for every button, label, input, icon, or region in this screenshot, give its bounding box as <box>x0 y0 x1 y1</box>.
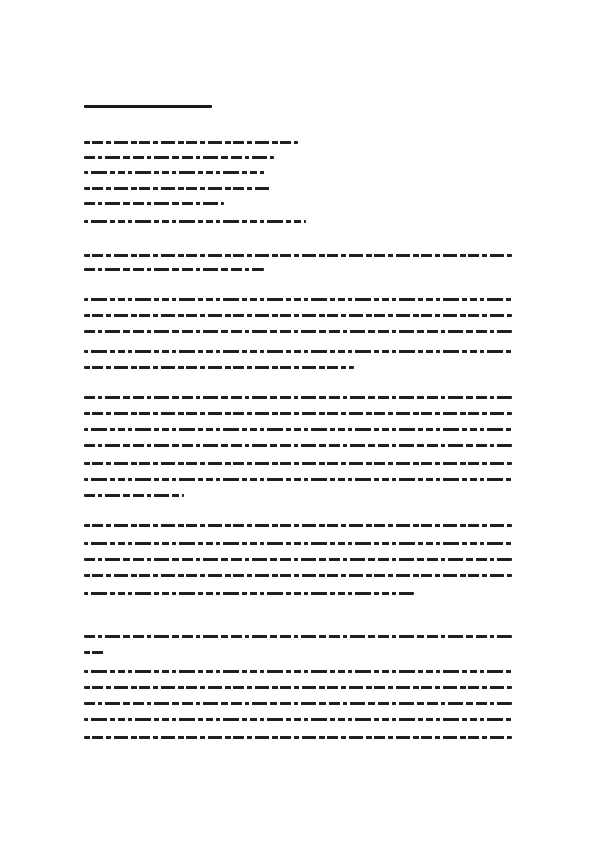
toc-item <box>84 220 306 223</box>
document-title <box>84 102 212 110</box>
toc-item <box>84 187 270 190</box>
toc-item <box>84 202 224 205</box>
toc-item <box>84 141 298 144</box>
toc-item <box>84 156 274 159</box>
toc-item <box>84 171 266 174</box>
